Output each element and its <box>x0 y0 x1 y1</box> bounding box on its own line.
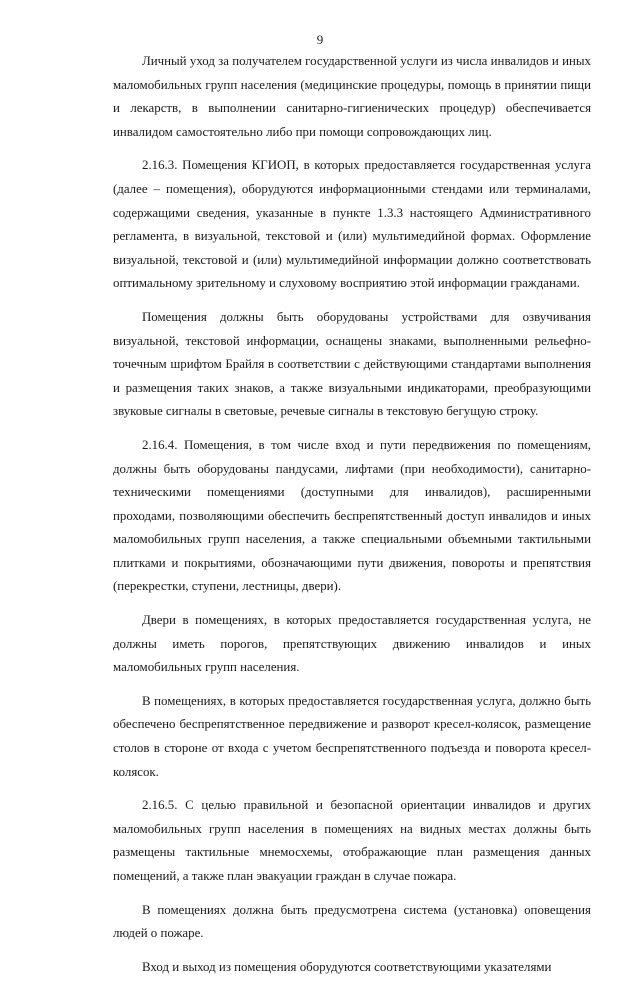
paragraph-personal-care: Личный уход за получателем государственной услуги из числа инвалидов и иных маломобильных групп населения (медицинские процедуры, помощь в принятии пищи и лекарств, в выполнении санитарно-гигиенических процедур) обеспечивается инвалидом самостоятельно либо при помощи сопровождающих лиц. <box>113 54 591 139</box>
paragraph-2-16-3: 2.16.3. Помещения КГИОП, в которых предоставляется государственная услуга (далее – помещения), оборудуются информационными стендами или терминалами, содержащими сведения, указанные в пункте 1.3.3 настоящего Административного регламента, в визуальной, текстовой и (или) мультимедийной формах. Оформление визуальной, текстовой и (или) мультимедийной информации должно соответствовать оптимальному зрительному и слуховому восприятию этой информации гражданами. <box>113 158 591 291</box>
paragraph-doors: Двери в помещениях, в которых предоставляется государственная услуга, не должны иметь порогов, препятствующих движению инвалидов и иных маломобильных групп населения. <box>113 613 591 675</box>
paragraph-sound-braille: Помещения должны быть оборудованы устройствами для озвучивания визуальной, текстовой информации, оснащены знаками, выполненными рельефно-точечным шрифтом Брайля в соответствии с действующими стандартами выполнения и размещения таких знаков, а также визуальными индикаторами, преобразующими звуковые сигналы в световые, речевые сигналы в текстовую бегущую строку. <box>113 309 591 419</box>
document-body <box>113 50 591 989</box>
paragraph-fire-alarm: В помещениях должна быть предусмотрена система (установка) оповещения людей о пожаре. <box>113 902 591 941</box>
paragraph-wheelchairs: В помещениях, в которых предоставляется государственная услуга, должно быть обеспечено беспрепятственное передвижение и разворот кресел-колясок, размещение столов в стороне от входа с учетом беспрепятственного подъезда и поворота кресел-колясок. <box>113 693 591 779</box>
page-number: 9 <box>316 32 324 47</box>
paragraph-2-16-4: 2.16.4. Помещения, в том числе вход и пути передвижения по помещениям, должны быть оборудованы пандусами, лифтами (при необходимости), санитарно-техническими помещениями (доступными для инвалидов), расширенными проходами, позволяющими обеспечить беспрепятственный доступ инвалидов и иных маломобильных групп населения, а также специальными объемными тактильными плитками и покрытиями, обозначающими пути движения, повороты и препятствия (перекрестки, ступени, лестницы, двери). <box>113 437 591 594</box>
paragraph-entrance-exit: Вход и выход из помещения оборудуются соответствующими указателями <box>142 959 552 974</box>
paragraph-2-16-5: 2.16.5. С целью правильной и безопасной ориентации инвалидов и других маломобильных групп населения в помещениях на видных местах должны быть размещены тактильные мнемосхемы, отображающие план размещения данных помещений, а также план эвакуации граждан в случае пожара. <box>113 798 591 883</box>
